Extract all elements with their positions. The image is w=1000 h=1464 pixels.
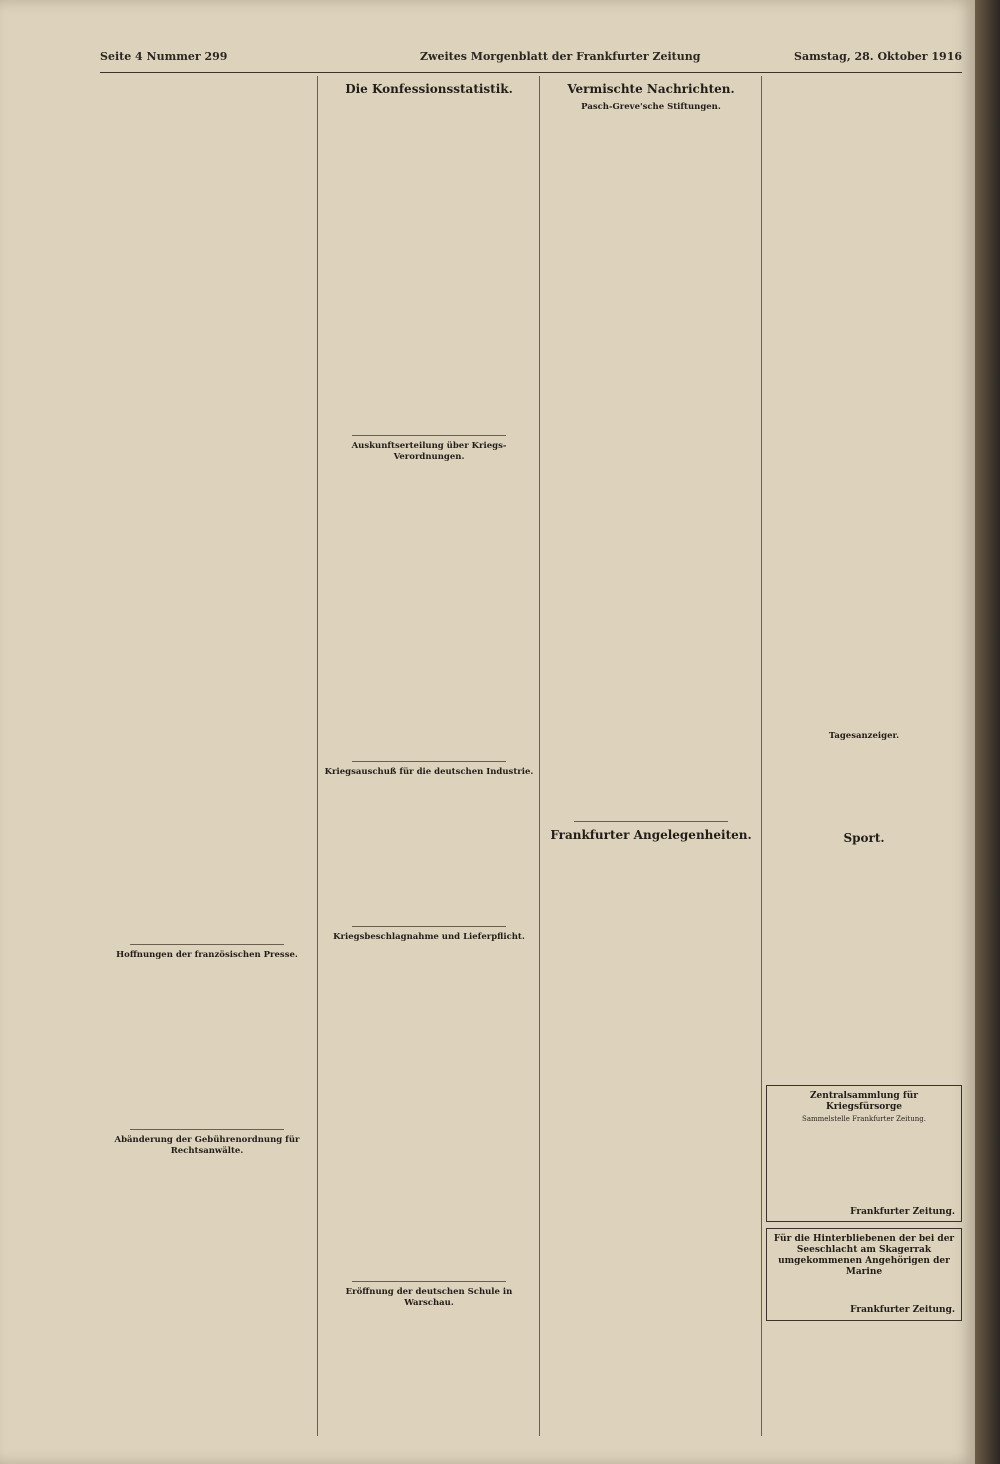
box-signature: Frankfurter Zeitung. xyxy=(850,1207,955,1217)
column-4 xyxy=(766,76,962,1436)
column-rule xyxy=(317,76,318,1436)
box-title: Für die Hinterbliebenen der bei der Seeschlacht am Skagerrak umgekommenen Angehörigen der Marine xyxy=(773,1234,955,1278)
article-heading: Abänderung der Gebührenordnung für Rechtsanwälte. xyxy=(114,1135,300,1156)
paper-title: Zweites Morgenblatt der Frankfurter Zeitung xyxy=(420,50,701,63)
donation-box xyxy=(766,1085,962,1222)
article-heading: Hoffnungen der französischen Presse. xyxy=(116,950,298,960)
article-heading: Eröffnung der deutschen Schule in Warschau. xyxy=(345,1287,513,1308)
article-heading: Kriegsauschuß für die deutschen Industrie. xyxy=(324,767,534,777)
column-rule xyxy=(539,76,540,1436)
article-heading: Die Konfessionsstatistik. xyxy=(345,82,513,96)
issue-date: Samstag, 28. Oktober 1916 xyxy=(794,50,962,63)
section-heading: Tagesanzeiger. xyxy=(828,731,900,741)
section-heading: Sport. xyxy=(843,831,885,845)
box-signature: Frankfurter Zeitung. xyxy=(850,1305,955,1316)
article-heading: Frankfurter Angelegenheiten. xyxy=(550,828,752,842)
article-subheading: Pasch-Greve'sche Stiftungen. xyxy=(581,102,721,112)
column-rule xyxy=(761,76,762,1436)
article-heading: Vermischte Nachrichten. xyxy=(567,82,735,96)
box-title: Zentralsammlung für Kriegsfürsorge xyxy=(809,1091,919,1112)
box-subtitle: Sammelstelle Frankfurter Zeitung. xyxy=(802,1115,926,1123)
article-heading: Auskunftserteilung über Kriegs-Verordnungen. xyxy=(351,441,507,462)
donation-box xyxy=(766,1228,962,1320)
article-heading: Kriegsbeschlagnahme und Lieferpflicht. xyxy=(333,932,525,942)
column-3 xyxy=(544,76,758,1436)
book-binding xyxy=(975,0,1000,1464)
column-1 xyxy=(100,76,314,1436)
column-2 xyxy=(322,76,536,1436)
masthead xyxy=(100,40,962,73)
page-number: Seite 4 Nummer 299 xyxy=(100,50,228,63)
